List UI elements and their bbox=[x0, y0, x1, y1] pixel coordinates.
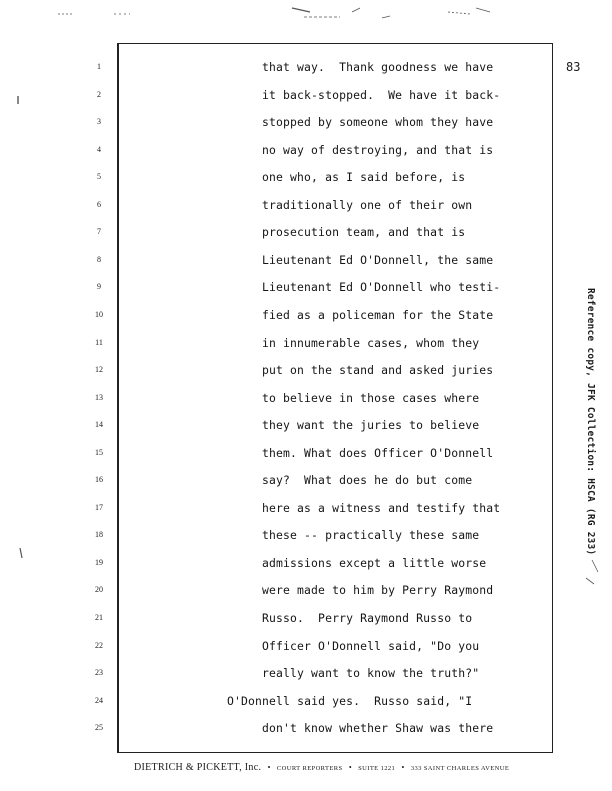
line-number: 15 bbox=[95, 447, 103, 457]
line-number: 7 bbox=[97, 227, 101, 237]
line-text: O'Donnell said yes. Russo said, "I bbox=[227, 693, 473, 708]
line-text: were made to him by Perry Raymond bbox=[262, 583, 494, 598]
line-text: it back-stopped. We have it back- bbox=[262, 87, 501, 102]
line-number: 17 bbox=[95, 502, 103, 512]
line-text: they want the juries to believe bbox=[262, 418, 480, 433]
line-text: to believe in those cases where bbox=[262, 390, 480, 405]
line-text: in innumerable cases, whom they bbox=[262, 335, 480, 350]
line-text: these -- practically these same bbox=[262, 528, 480, 543]
line-number: 5 bbox=[97, 172, 101, 182]
line-text: them. What does Officer O'Donnell bbox=[262, 445, 494, 460]
line-number: 9 bbox=[97, 282, 101, 292]
line-number: 16 bbox=[95, 475, 103, 485]
footer bbox=[134, 762, 554, 773]
footer-service: COURT REPORTERS bbox=[276, 765, 343, 772]
line-text: here as a witness and testify that bbox=[262, 500, 501, 515]
line-number: 12 bbox=[95, 365, 103, 375]
line-text: one who, as I said before, is bbox=[262, 170, 466, 185]
line-text: Russo. Perry Raymond Russo to bbox=[262, 611, 473, 625]
line-text: really want to know the truth?" bbox=[262, 666, 480, 681]
line-text: prosecution team, and that is bbox=[262, 225, 466, 240]
footer-separator: • bbox=[401, 763, 405, 772]
line-number: 18 bbox=[95, 530, 103, 540]
footer-separator: • bbox=[267, 763, 271, 772]
footer-suite: SUITE 1221 bbox=[358, 765, 396, 772]
line-text: don't know whether Shaw was there bbox=[262, 721, 494, 736]
line-text: say? What does he do but come bbox=[262, 473, 473, 488]
page-number: 83 bbox=[566, 60, 581, 74]
line-number: 6 bbox=[97, 199, 101, 209]
left-margin-rule bbox=[118, 44, 119, 752]
line-number: 8 bbox=[97, 254, 101, 264]
line-number: 2 bbox=[97, 89, 101, 99]
archive-stamp: Reference copy, JFK Collection: HSCA (RG 233) bbox=[585, 288, 596, 556]
line-text: admissions except a little worse bbox=[262, 555, 487, 570]
line-number: 14 bbox=[95, 420, 103, 430]
line-text: traditionally one of their own bbox=[262, 197, 473, 212]
line-text: Lieutenant Ed O'Donnell, the same bbox=[262, 252, 494, 267]
line-number: 20 bbox=[95, 585, 103, 595]
line-number: 4 bbox=[97, 144, 101, 154]
line-number: 3 bbox=[97, 117, 101, 127]
line-number: 23 bbox=[95, 668, 103, 678]
line-text: Officer O'Donnell said, "Do you bbox=[262, 638, 480, 653]
line-text: put on the stand and asked juries bbox=[262, 363, 494, 378]
footer-address: 333 SAINT CHARLES AVENUE bbox=[410, 765, 510, 772]
footer-separator: • bbox=[348, 763, 352, 772]
line-text: stopped by someone whom they have bbox=[262, 115, 494, 130]
line-number: 10 bbox=[95, 309, 103, 319]
line-number: 19 bbox=[95, 557, 103, 567]
line-number: 25 bbox=[95, 723, 103, 733]
line-text: fied as a policeman for the State bbox=[262, 307, 494, 322]
line-number: 1 bbox=[97, 62, 101, 71]
line-number: 24 bbox=[95, 695, 103, 705]
line-text: no way of destroying, and that is bbox=[262, 142, 494, 157]
line-text: Lieutenant Ed O'Donnell who testi- bbox=[262, 280, 501, 295]
line-number: 22 bbox=[95, 640, 103, 650]
line-number: 11 bbox=[95, 337, 103, 347]
line-number: 21 bbox=[95, 613, 103, 622]
line-text: that way. Thank goodness we have bbox=[262, 60, 494, 74]
line-number: 13 bbox=[95, 392, 103, 402]
footer-firm: DIETRICH & PICKETT, Inc. bbox=[134, 762, 262, 773]
